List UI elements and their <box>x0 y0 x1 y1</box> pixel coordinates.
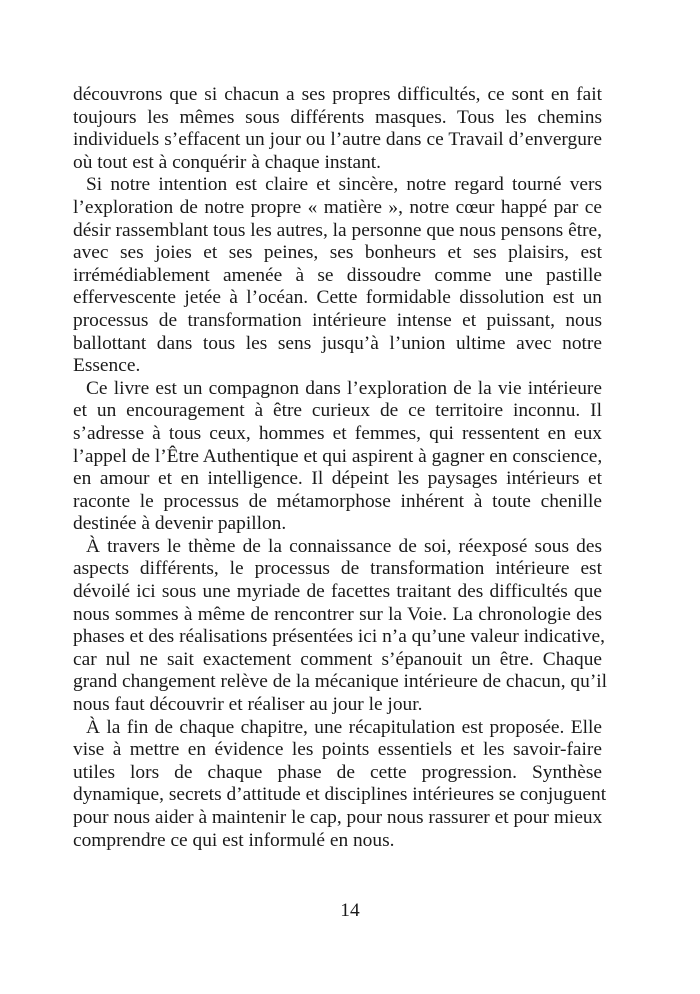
text-line: et un encouragement à être curieux de ce territoire inconnu. Il <box>73 400 602 422</box>
body-text <box>73 84 608 852</box>
paragraph-2 <box>73 174 602 377</box>
text-line: destinée à devenir papillon. <box>73 513 287 535</box>
text-line: ballottant dans tous les sens jusqu’à l’union ultime avec notre <box>73 332 602 354</box>
text-line: toujours les mêmes sous différents masques. Tous les chemins <box>73 106 602 128</box>
text-line: raconte le processus de métamorphose inhérent à toute chenille <box>73 490 602 512</box>
text-line: nous faut découvrir et réaliser au jour le jour. <box>73 694 423 716</box>
text-line: car nul ne sait exactement comment s’épanouit un être. Chaque <box>73 648 602 670</box>
text-line: dynamique, secrets d’attitude et disciplines intérieures se conjuguent <box>73 784 607 806</box>
text-line: utiles lors de chaque phase de cette progression. Synthèse <box>73 761 602 783</box>
text-line: grand changement relève de la mécanique intérieure de chacun, qu’il <box>73 671 608 693</box>
text-line: où tout est à conquérir à chaque instant. <box>73 151 381 173</box>
text-line: l’appel de l’Être Authentique et qui aspirent à gagner en conscience, <box>73 445 603 467</box>
text-line: avec ses joies et ses peines, ses bonheurs et ses plaisirs, est <box>73 242 602 264</box>
paragraph-4 <box>73 535 608 717</box>
text-line: s’adresse à tous ceux, hommes et femmes, qui ressentent en eux <box>73 422 602 444</box>
text-line: À la fin de chaque chapitre, une récapitulation est proposée. Elle <box>86 716 602 738</box>
text-line: désir rassemblant tous les autres, la personne que nous pensons être, <box>73 219 602 241</box>
text-line: vise à mettre en évidence les points essentiels et les savoir-faire <box>73 739 602 761</box>
text-line: individuels s’effacent un jour ou l’autre dans ce Travail d’envergure <box>73 129 602 151</box>
text-line: dévoilé ici sous une myriade de facettes traitant des difficultés que <box>73 581 602 603</box>
text-line: l’exploration de notre propre « matière », notre cœur happé par ce <box>73 196 602 218</box>
text-line: Essence. <box>73 355 141 377</box>
paragraph-5 <box>73 716 607 853</box>
text-line: pour nous aider à maintenir le cap, pour nous rassurer et pour mieux <box>73 807 603 828</box>
text-line: nous sommes à même de rencontrer sur la Voie. La chronologie des <box>73 603 602 625</box>
text-line: Si notre intention est claire et sincère, notre regard tourné vers <box>86 174 602 196</box>
text-line: découvrons que si chacun a ses propres difficultés, ce sont en fait <box>73 84 602 105</box>
paragraph-3 <box>73 378 602 536</box>
text-line: irrémédiablement amenée à se dissoudre comme une pastille <box>73 264 602 286</box>
paragraph-1 <box>73 84 602 174</box>
text-line: phases et des réalisations présentées ici n’a qu’une valeur indicative, <box>73 626 605 648</box>
text-line: À travers le thème de la connaissance de soi, réexposé sous des <box>86 535 602 557</box>
text-line: en amour et en intelligence. Il dépeint les paysages intérieurs et <box>73 468 602 490</box>
text-line: effervescente jetée à l’océan. Cette formidable dissolution est un <box>73 287 602 309</box>
text-line: comprendre ce qui est informulé en nous. <box>73 829 395 851</box>
text-line: processus de transformation intérieure intense et puissant, nous <box>73 309 602 331</box>
text-line: aspects différents, le processus de transformation intérieure est <box>73 558 602 580</box>
page-number: 14 <box>340 900 360 921</box>
text-line: Ce livre est un compagnon dans l’exploration de la vie intérieure <box>86 377 602 399</box>
